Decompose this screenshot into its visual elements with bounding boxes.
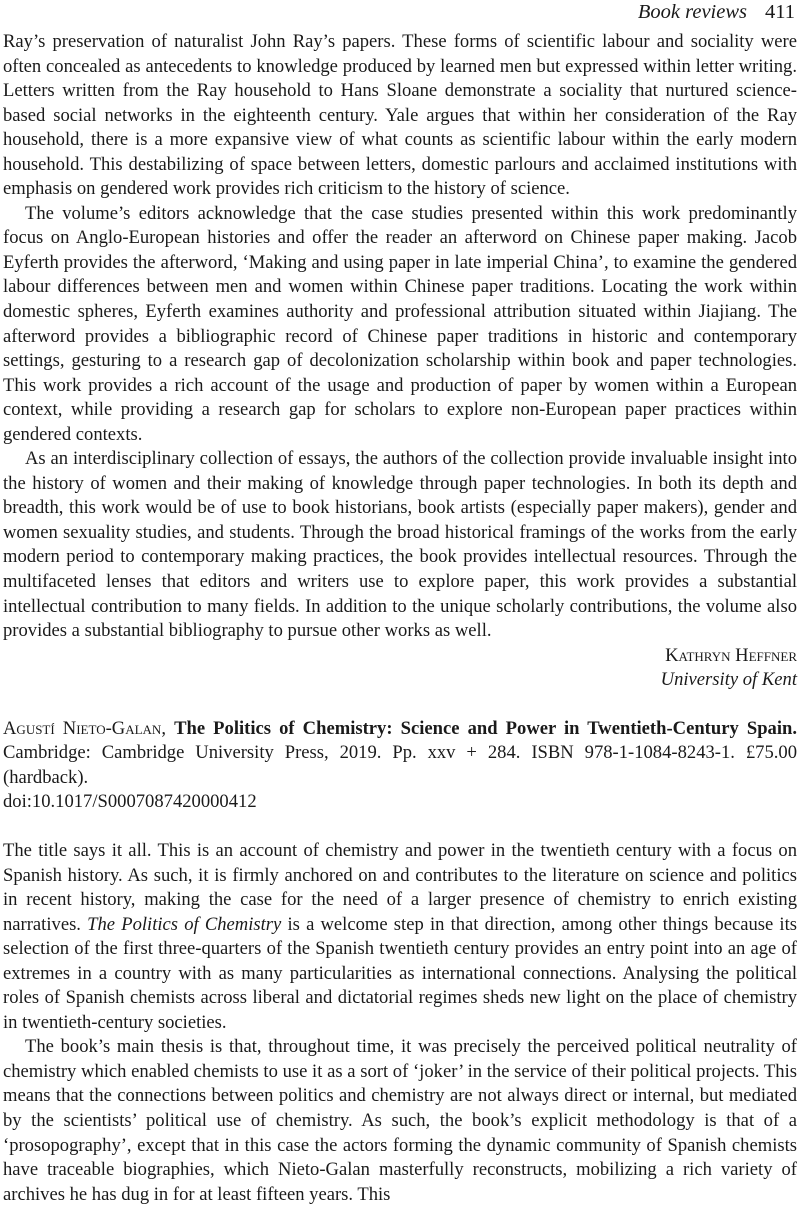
book-publication: Cambridge: Cambridge University Press, 2019. Pp. xxv + 284. ISBN 978-1-1084-8243-1. £75.00 (hardback). — [3, 742, 797, 788]
review1-paragraph-3: As an interdisciplinary collection of essays, the authors of the collection provide invaluable insight into the history of women and their making of knowledge through paper technologies. In both its depth and breadth, this work would be of use to book historians, book artists (especially paper makers), gender and women sexuality studies, and students. Through the broad historical framings of the works from the early modern period to contemporary making practices, the book provides intellectual resources. Through the multifaceted lenses that editors and writers use to explore paper, this work provides a substantial intellectual contribution to many fields. In addition to the unique scholarly contributions, the volume also provides a substantial bibliography to pursue other works as well. — [3, 448, 797, 642]
review1-paragraph-1: Ray’s preservation of naturalist John Ray’s papers. These forms of scientific labour and sociality were often concealed as antecedents to knowledge produced by learned men but expressed within letter writing. Letters written from the Ray household to Hans Sloane demonstrate a sociality that nurtured science-based social networks in the eighteenth century. Yale argues that within her consideration of the Ray household, there is a more expansive view of what counts as scientific labour within the early modern household. This destabilizing of space between letters, domestic parlours and acclaimed institutions with emphasis on gendered work provides rich criticism to the history of science. — [3, 31, 797, 200]
page-number: 411 — [765, 1, 795, 23]
review2-book-title-italic: The Politics of Chemistry — [87, 913, 282, 935]
book-doi: doi:10.1017/S0007087420000412 — [3, 791, 257, 813]
reviewer-name: Kathryn Heffner — [665, 644, 797, 666]
book-header — [3, 717, 797, 815]
review1-paragraph-2: The volume’s editors acknowledge that the case studies presented within this work predominantly focus on Anglo-European histories and offer the reader an afterword on Chinese paper making. Jacob Eyferth provides the afterword, ‘Making and using paper in late imperial China’, to examine the gendered labour differences between men and women within Chinese paper traditions. Locating the work within domestic spheres, Eyferth examines authority and professional attribution situated within Jiajiang. The afterword provides a bibliographic record of Chinese paper traditions in historic and contemporary settings, gesturing to a research gap of decolonization scholarship within book and paper technologies. This work provides a rich account of the usage and production of paper by women within a European context, while providing a research gap for scholars to explore non-European paper practices within gendered contexts. — [3, 202, 797, 445]
book-title: The Politics of Chemistry: Science and Power in Twentieth-Century Spain. — [174, 717, 797, 739]
review2-paragraph-1-text-b: is a welcome step in that direction, among other things because its selection of the first three-quarters of the Spanish twentieth century provides an entry point into an age of extremes in a country with as many particularities as international connections. Analysing the political roles of Spanish chemists across liberal and dictatorial regimes sheds new light on the place of chemistry in twentieth-century societies. — [3, 913, 797, 1033]
review-continued — [3, 30, 797, 693]
running-head-title: Book reviews — [637, 1, 747, 23]
reviewer-signature — [3, 644, 797, 693]
book-author: Agustí Nieto-Galan — [3, 717, 162, 739]
review-new — [3, 839, 797, 1207]
running-head — [3, 0, 797, 30]
review2-paragraph-1 — [3, 839, 797, 1035]
review2-paragraph-2: The book’s main thesis is that, throughout time, it was precisely the perceived political neutrality of chemistry which enabled chemists to use it as a sort of ‘joker’ in the service of their political projects. This means that the connections between politics and chemistry are not always direct or internal, but mediated by the scientists’ political use of chemistry. As such, the book’s explicit methodology is that of a ‘prosopography’, except that in this case the actors forming the dynamic community of Spanish chemists have traceable biographies, which Nieto-Galan masterfully reconstructs, mobilizing a rich variety of archives he has dug in for at least fifteen years. This — [3, 1036, 797, 1205]
review2-paragraph-1-text-a: The title says it all. This is an account of chemistry and power in the twentieth century with a focus on Spanish history. As such, it is firmly anchored on and contributes to the literature on science and politics in recent history, making the case for the need of a larger presence of chemistry to enrich existing narratives. — [3, 839, 797, 935]
book-citation: Agustí Nieto-Galan, The Politics of Chemistry: Science and Power in Twentieth-Century Spain. Cambridge: Cambridge University Press, 2019. Pp. xxv + 284. ISBN 978-1-1084-8243-1. £75.00 (hardback). — [3, 717, 797, 788]
reviewer-affiliation: University of Kent — [660, 669, 797, 691]
